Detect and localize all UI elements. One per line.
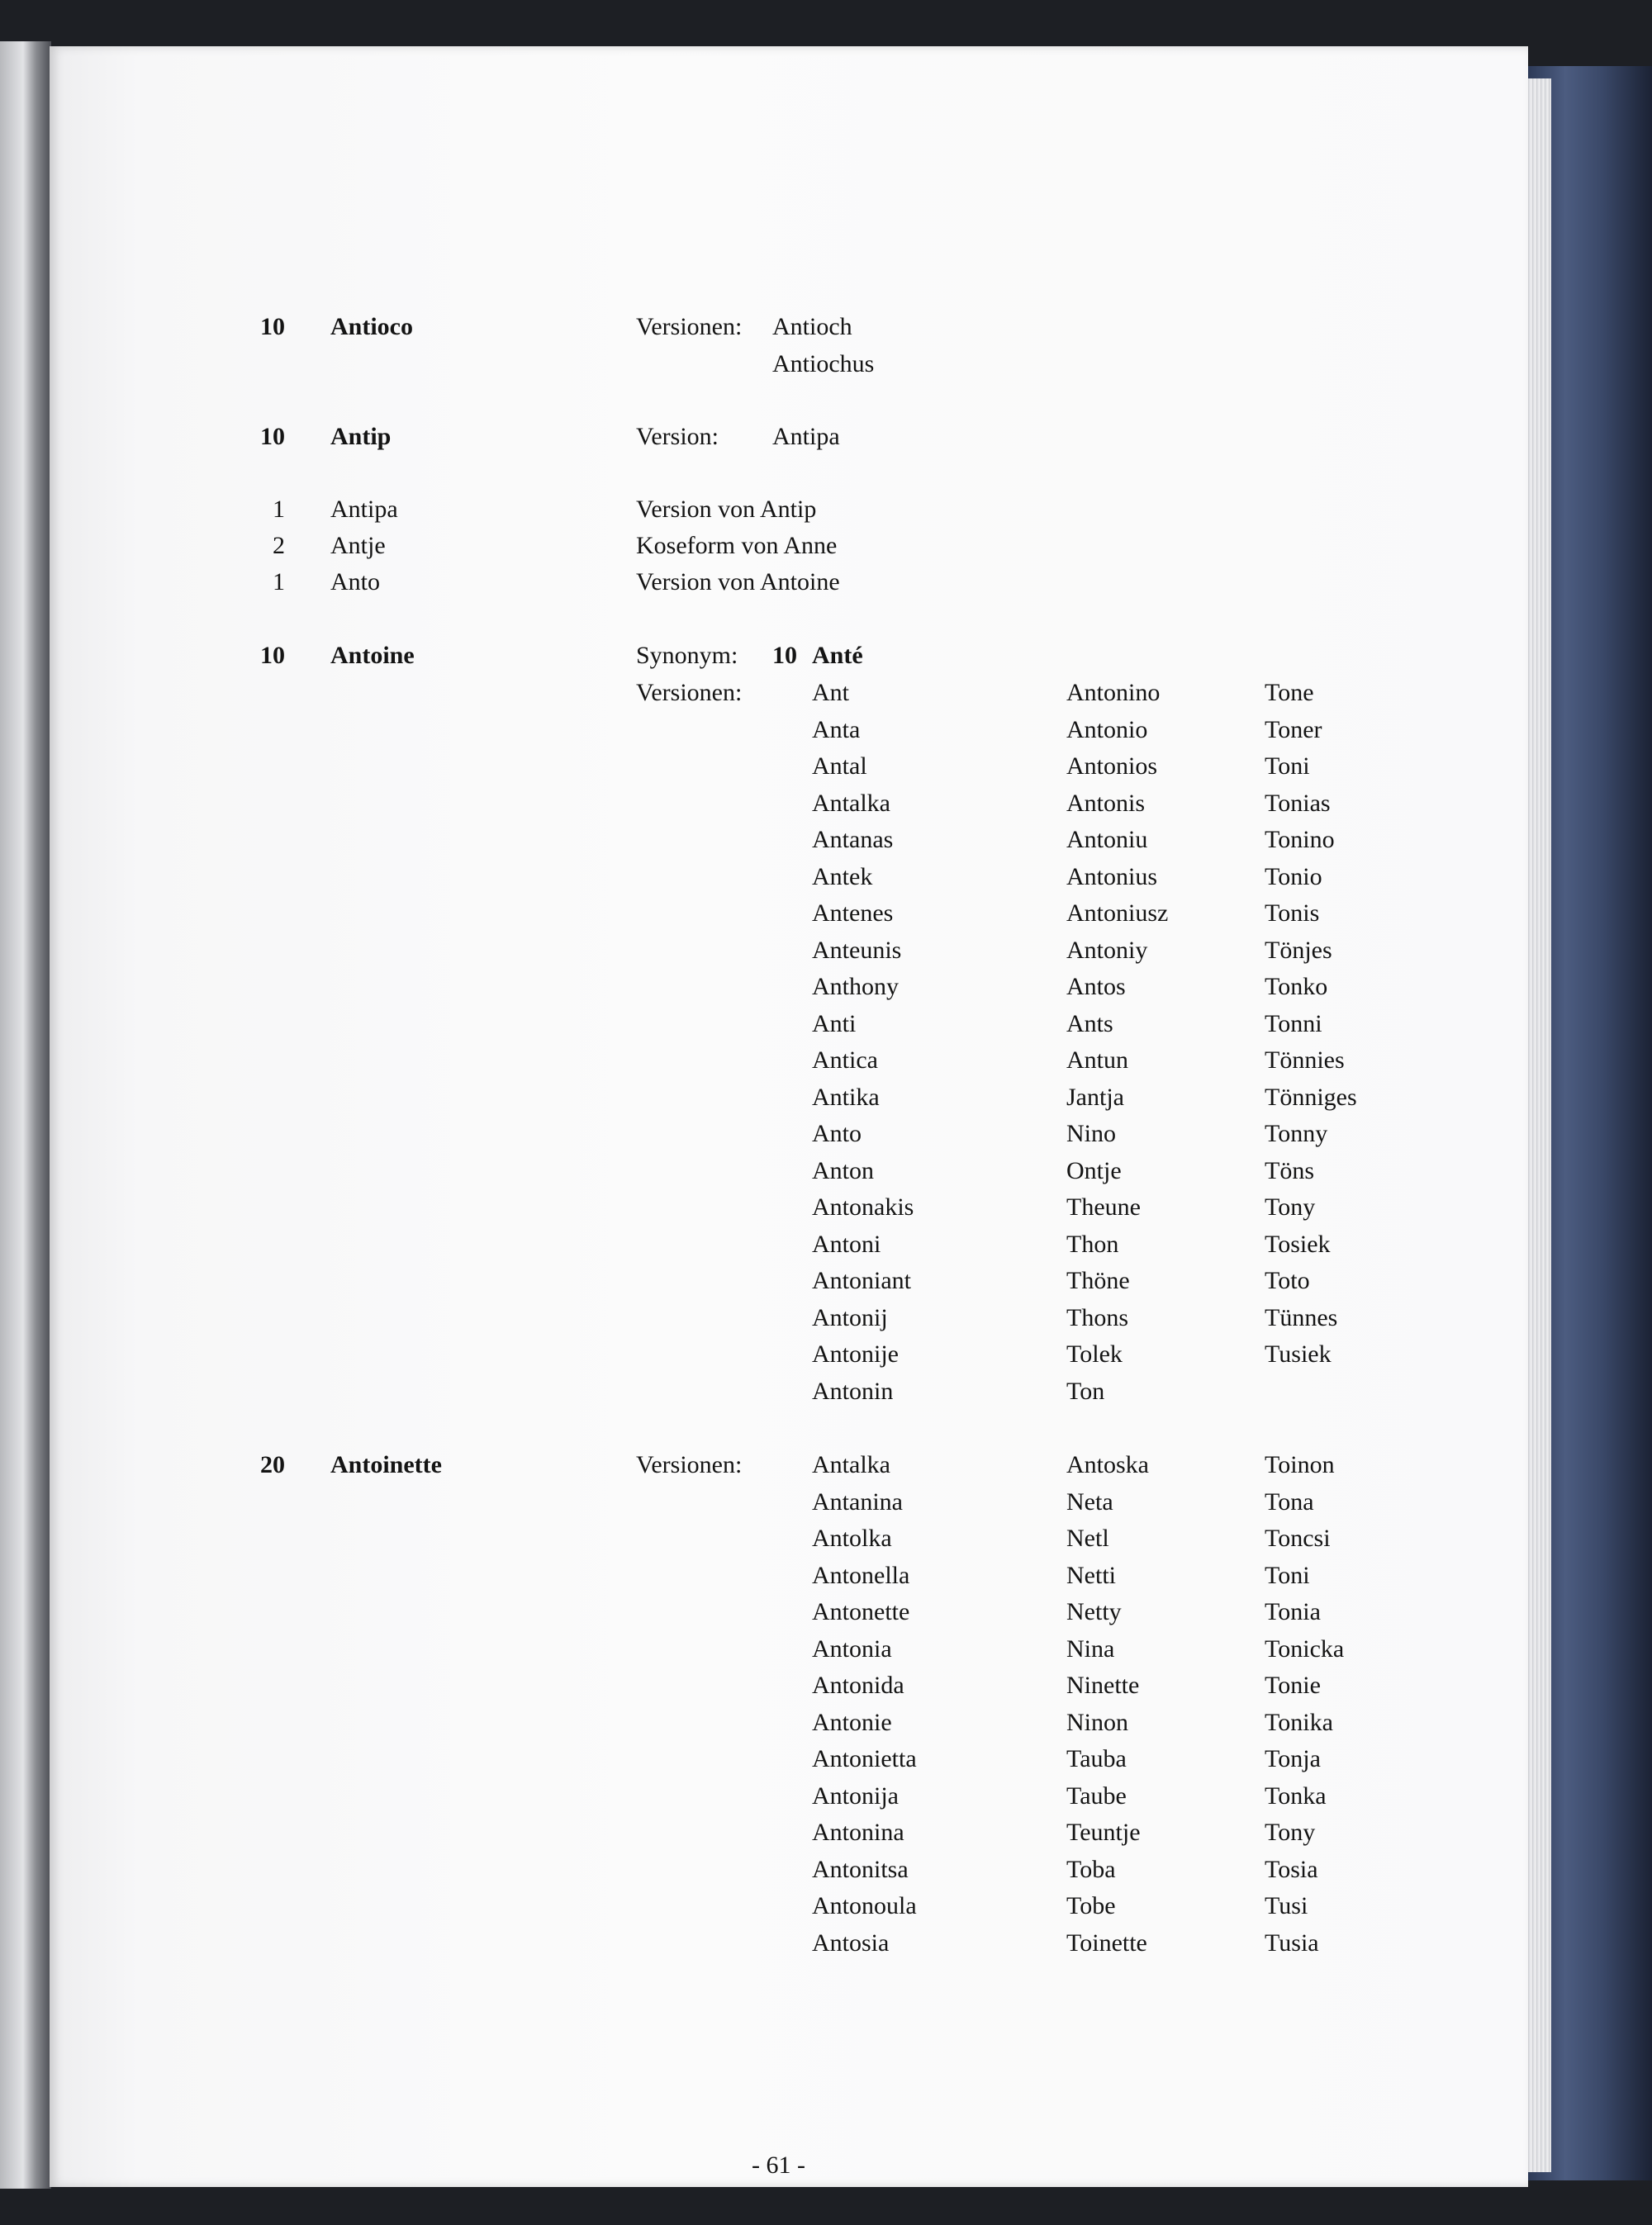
version-name: Thons — [1066, 1303, 1128, 1331]
version-name: Tonko — [1265, 973, 1328, 1000]
version-name: Theune — [1066, 1193, 1141, 1221]
version-name: Tone — [1265, 679, 1314, 706]
version-name: Tolek — [1066, 1340, 1123, 1368]
version-name: Antonija — [812, 1781, 899, 1810]
version-name: Antolka — [812, 1525, 892, 1552]
version-name: Anto — [812, 1120, 862, 1147]
version-name: Toinette — [1066, 1928, 1147, 1957]
version-name: Nina — [1066, 1634, 1115, 1663]
version-name: Antalka — [812, 1451, 890, 1478]
entry-name: Antioco — [330, 313, 413, 340]
version-name: Toto — [1265, 1267, 1310, 1294]
version-name: Anteunis — [812, 936, 902, 964]
entry-name: Antipa — [330, 496, 398, 523]
version-name: Toni — [1265, 1561, 1310, 1589]
entry-rank: 10 — [260, 642, 285, 669]
version-name: Antonitsa — [812, 1855, 909, 1883]
entry-description: Version von Antoine — [636, 568, 840, 595]
version-name: Toner — [1265, 715, 1322, 743]
version-name: Tonis — [1265, 899, 1320, 927]
version-name: Tusiek — [1265, 1340, 1332, 1368]
version-name: Antonin — [812, 1377, 894, 1405]
version-name: Antanina — [812, 1487, 903, 1516]
synonym-label: Synonym: — [636, 642, 738, 669]
version-name: Nino — [1066, 1120, 1116, 1147]
version-name: Antonino — [1066, 679, 1161, 706]
entry-version: Antioch — [772, 313, 852, 340]
version-name: Antonietta — [812, 1745, 917, 1772]
version-name: Tonicka — [1265, 1634, 1345, 1663]
version-name: Ninon — [1066, 1708, 1128, 1736]
entry-name: Antip — [330, 423, 392, 450]
version-name: Antoni — [812, 1230, 881, 1258]
version-name: Antika — [812, 1083, 880, 1111]
entry-versions-label: Version: — [636, 423, 719, 450]
version-name: Thöne — [1066, 1267, 1130, 1294]
version-name: Tona — [1265, 1487, 1314, 1516]
entry-versions-label: Versionen: — [636, 313, 743, 340]
entry-rank: 1 — [273, 496, 285, 523]
version-name: Antoniu — [1066, 826, 1148, 853]
entry-description: Version von Antip — [636, 496, 817, 523]
entry-name: Antoinette — [330, 1451, 442, 1478]
version-name: Antal — [812, 752, 867, 780]
version-name: Anta — [812, 715, 861, 743]
version-name: Toni — [1265, 752, 1310, 780]
version-name: Ontje — [1066, 1156, 1122, 1184]
version-name: Antonius — [1066, 862, 1158, 890]
version-name: Antalka — [812, 789, 890, 817]
version-name: Tobe — [1066, 1892, 1116, 1919]
version-name: Antos — [1066, 973, 1126, 1000]
version-name: Tonja — [1265, 1745, 1321, 1772]
book-left-edge — [0, 41, 51, 2189]
version-name: Tonni — [1265, 1009, 1322, 1037]
version-name: Anton — [812, 1156, 874, 1184]
version-name: Netl — [1066, 1525, 1109, 1552]
entry-version: Antiochus — [772, 349, 875, 377]
version-name: Tönjes — [1265, 936, 1332, 964]
version-name: Antonis — [1066, 789, 1146, 817]
version-name: Tauba — [1066, 1745, 1127, 1772]
version-name: Tönnies — [1265, 1046, 1345, 1074]
version-name: Töns — [1265, 1156, 1314, 1184]
entry-name: Antje — [330, 532, 386, 559]
version-name: Tonio — [1265, 862, 1322, 890]
page-number: - 61 - — [752, 2151, 805, 2179]
version-name: Ant — [812, 679, 849, 706]
version-name: Antosia — [812, 1928, 890, 1957]
synonym-name: Anté — [812, 642, 863, 669]
version-name: Tonie — [1265, 1672, 1321, 1699]
version-name: Ton — [1066, 1377, 1105, 1405]
version-name: Antonia — [812, 1634, 892, 1663]
version-name: Tonino — [1265, 826, 1335, 853]
entry-rank: 10 — [260, 313, 285, 340]
version-name: Tonias — [1265, 789, 1331, 817]
version-name: Toinon — [1265, 1451, 1335, 1478]
version-name: Antonie — [812, 1708, 892, 1736]
version-name: Thon — [1066, 1230, 1119, 1258]
entry-name: Anto — [330, 568, 380, 595]
version-name: Anthony — [812, 973, 899, 1000]
entry-rank: 10 — [260, 423, 285, 450]
entry-version: Antipa — [772, 423, 840, 450]
version-name: Antonios — [1066, 752, 1158, 780]
version-name: Antonij — [812, 1303, 888, 1331]
entry-versions-label: Versionen: — [636, 1451, 743, 1478]
version-name: Antonette — [812, 1598, 910, 1625]
version-name: Jantja — [1066, 1083, 1124, 1111]
version-name: Netty — [1066, 1598, 1122, 1625]
version-name: Antoska — [1066, 1451, 1149, 1478]
version-name: Antonio — [1066, 715, 1148, 743]
version-name: Antoniusz — [1066, 899, 1169, 927]
version-name: Tonka — [1265, 1781, 1327, 1810]
version-name: Tönniges — [1265, 1083, 1357, 1111]
version-name: Antica — [812, 1046, 878, 1074]
version-name: Tusi — [1265, 1892, 1308, 1919]
version-name: Tosiek — [1265, 1230, 1331, 1258]
entry-rank: 1 — [273, 568, 285, 595]
version-name: Antun — [1066, 1046, 1128, 1074]
version-name: Antek — [812, 862, 873, 890]
version-name: Toncsi — [1265, 1525, 1331, 1552]
version-name: Antonida — [812, 1672, 904, 1699]
version-name: Antonoula — [812, 1892, 917, 1919]
version-name: Teuntje — [1066, 1819, 1141, 1846]
version-name: Antonakis — [812, 1193, 914, 1221]
version-name: Antanas — [812, 826, 894, 853]
version-name: Anti — [812, 1009, 857, 1037]
version-name: Taube — [1066, 1781, 1127, 1810]
entry-versions-label: Versionen: — [636, 679, 743, 706]
version-name: Antonella — [812, 1561, 910, 1589]
version-name: Antoniy — [1066, 936, 1148, 964]
version-name: Tony — [1265, 1819, 1316, 1846]
version-name: Tonia — [1265, 1598, 1321, 1625]
version-name: Antenes — [812, 899, 894, 927]
entry-description: Koseform von Anne — [636, 532, 838, 559]
version-name: Tusia — [1265, 1928, 1319, 1957]
version-name: Toba — [1066, 1855, 1116, 1883]
version-name: Neta — [1066, 1487, 1113, 1516]
entry-rank: 20 — [260, 1451, 285, 1478]
version-name: Tony — [1265, 1193, 1316, 1221]
version-name: Tünnes — [1265, 1303, 1338, 1331]
version-name: Antonina — [812, 1819, 904, 1846]
synonym-rank: 10 — [772, 642, 797, 669]
version-name: Tonny — [1265, 1120, 1328, 1147]
version-name: Tonika — [1265, 1708, 1333, 1736]
version-name: Antonije — [812, 1340, 899, 1368]
version-name: Antoniant — [812, 1267, 911, 1294]
version-name: Ants — [1066, 1009, 1113, 1037]
version-name: Netti — [1066, 1561, 1116, 1589]
version-name: Tosia — [1265, 1855, 1318, 1883]
entry-name: Antoine — [330, 642, 415, 669]
version-name: Ninette — [1066, 1672, 1140, 1699]
entry-rank: 2 — [273, 532, 285, 559]
